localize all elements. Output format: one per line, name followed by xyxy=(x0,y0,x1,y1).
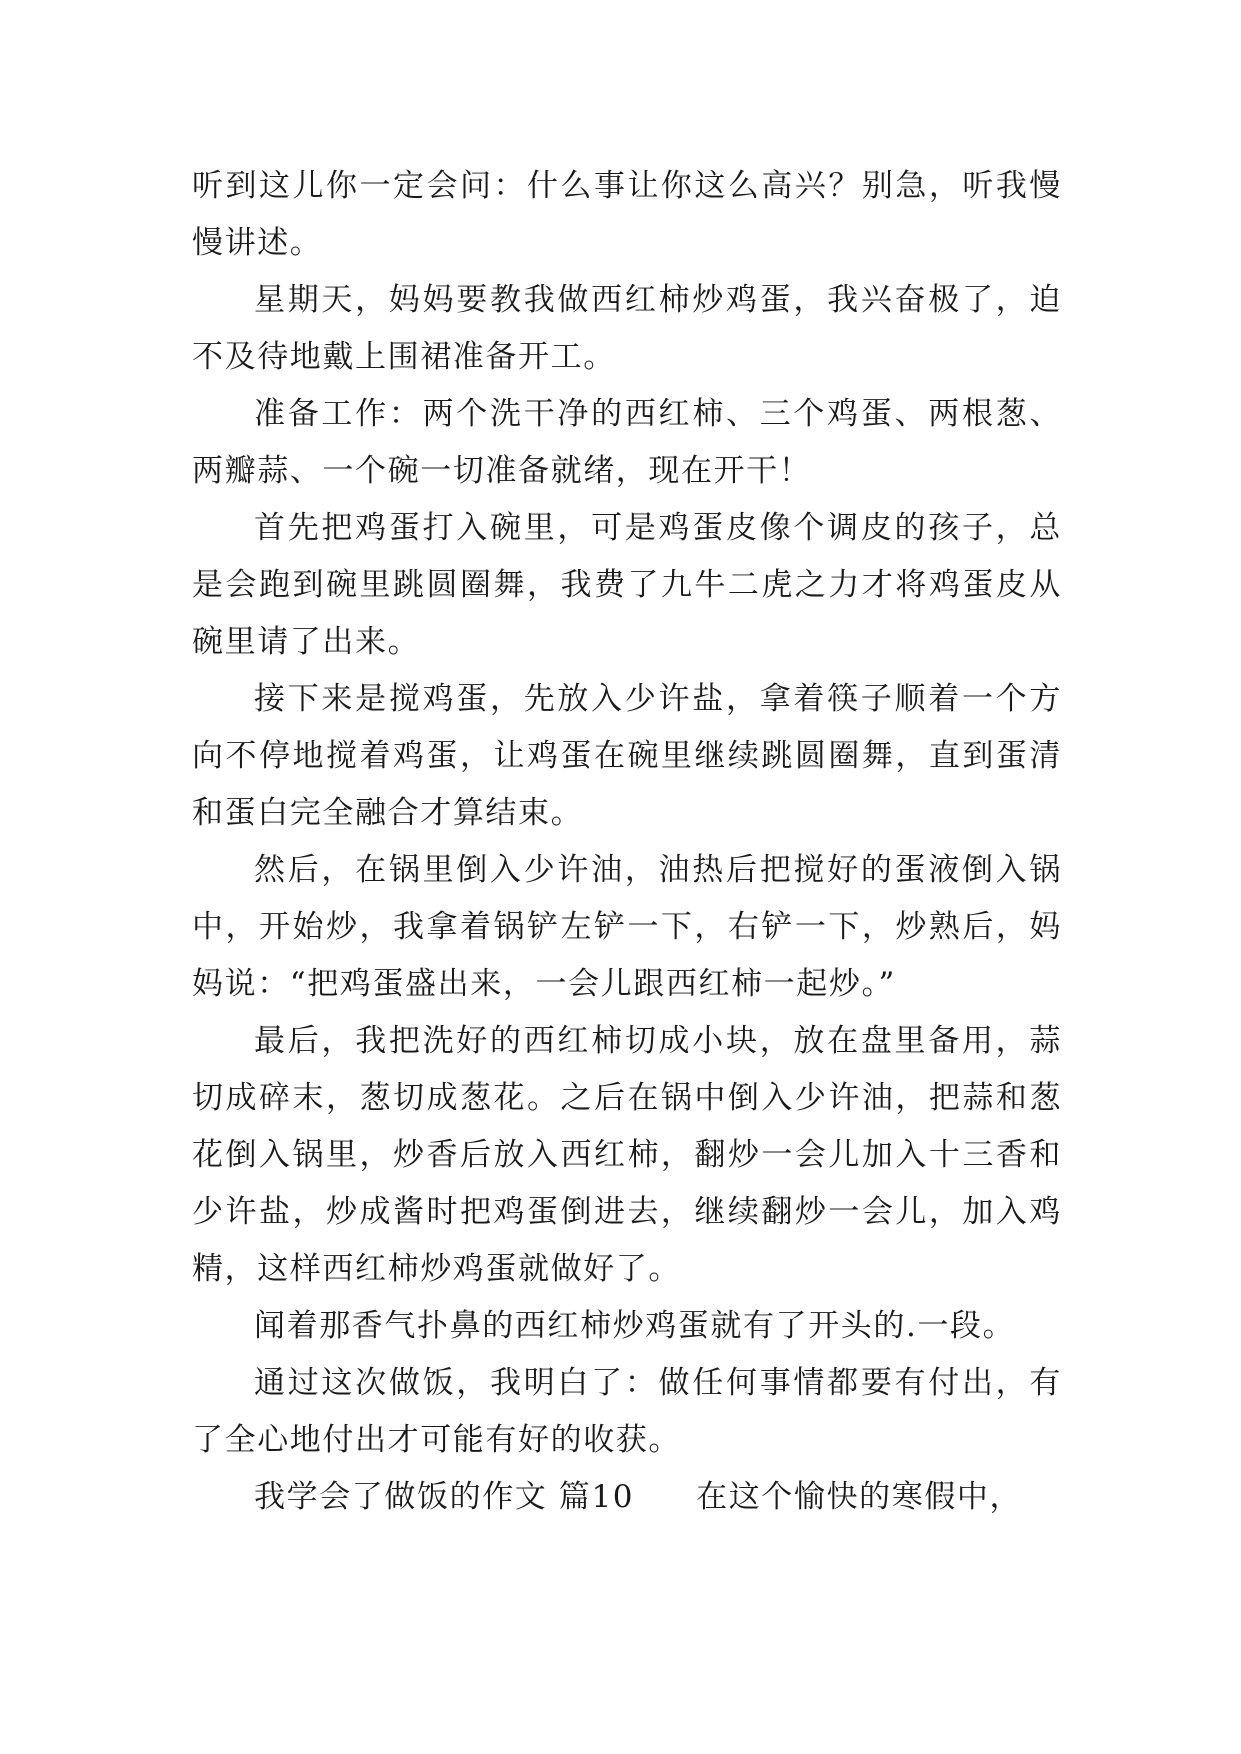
paragraph: 首先把鸡蛋打入碗里，可是鸡蛋皮像个调皮的孩子，总是会跑到碗里跳圆圈舞，我费了九牛二虎之力才将鸡蛋皮从碗里请了出来。 xyxy=(192,510,1062,660)
paragraph: 听到这儿你一定会问：什么事让你这么高兴？别急，听我慢慢讲述。 xyxy=(192,168,1062,261)
paragraph: 准备工作：两个洗干净的西红柿、三个鸡蛋、两根葱、两瓣蒜、一个碗一切准备就绪，现在开干！ xyxy=(192,396,1062,489)
paragraph: 最后，我把洗好的西红柿切成小块，放在盘里备用，蒜切成碎末，葱切成葱花。之后在锅中倒入少许油，把蒜和葱花倒入锅里，炒香后放入西红柿，翻炒一会儿加入十三香和少许盐，炒成酱时把鸡蛋倒进去，继续翻炒一会儿，加入鸡精，这样西红柿炒鸡蛋就做好了。 xyxy=(192,1023,1062,1287)
paragraph: 接下来是搅鸡蛋，先放入少许盐，拿着筷子顺着一个方向不停地搅着鸡蛋，让鸡蛋在碗里继续跳圆圈舞，直到蛋清和蛋白完全融合才算结束。 xyxy=(192,681,1062,831)
document-body xyxy=(192,158,1062,1526)
paragraph: 通过这次做饭，我明白了：做任何事情都要有付出，有了全心地付出才可能有好的收获。 xyxy=(192,1365,1062,1458)
section-title: 我学会了做饭的作文 篇10 xyxy=(254,1479,635,1515)
paragraph: 闻着那香气扑鼻的西红柿炒鸡蛋就有了开头的.一段。 xyxy=(254,1308,1016,1344)
section-continuation: 在这个愉快的寒假中， xyxy=(696,1479,1023,1515)
paragraph: 然后，在锅里倒入少许油，油热后把搅好的蛋液倒入锅中，开始炒，我拿着锅铲左铲一下，右铲一下，炒熟后，妈妈说：“把鸡蛋盛出来，一会儿跟西红柿一起炒。” xyxy=(192,852,1062,1002)
section-heading-line xyxy=(192,1469,1062,1526)
paragraph: 星期天，妈妈要教我做西红柿炒鸡蛋，我兴奋极了，迫不及待地戴上围裙准备开工。 xyxy=(192,282,1062,375)
